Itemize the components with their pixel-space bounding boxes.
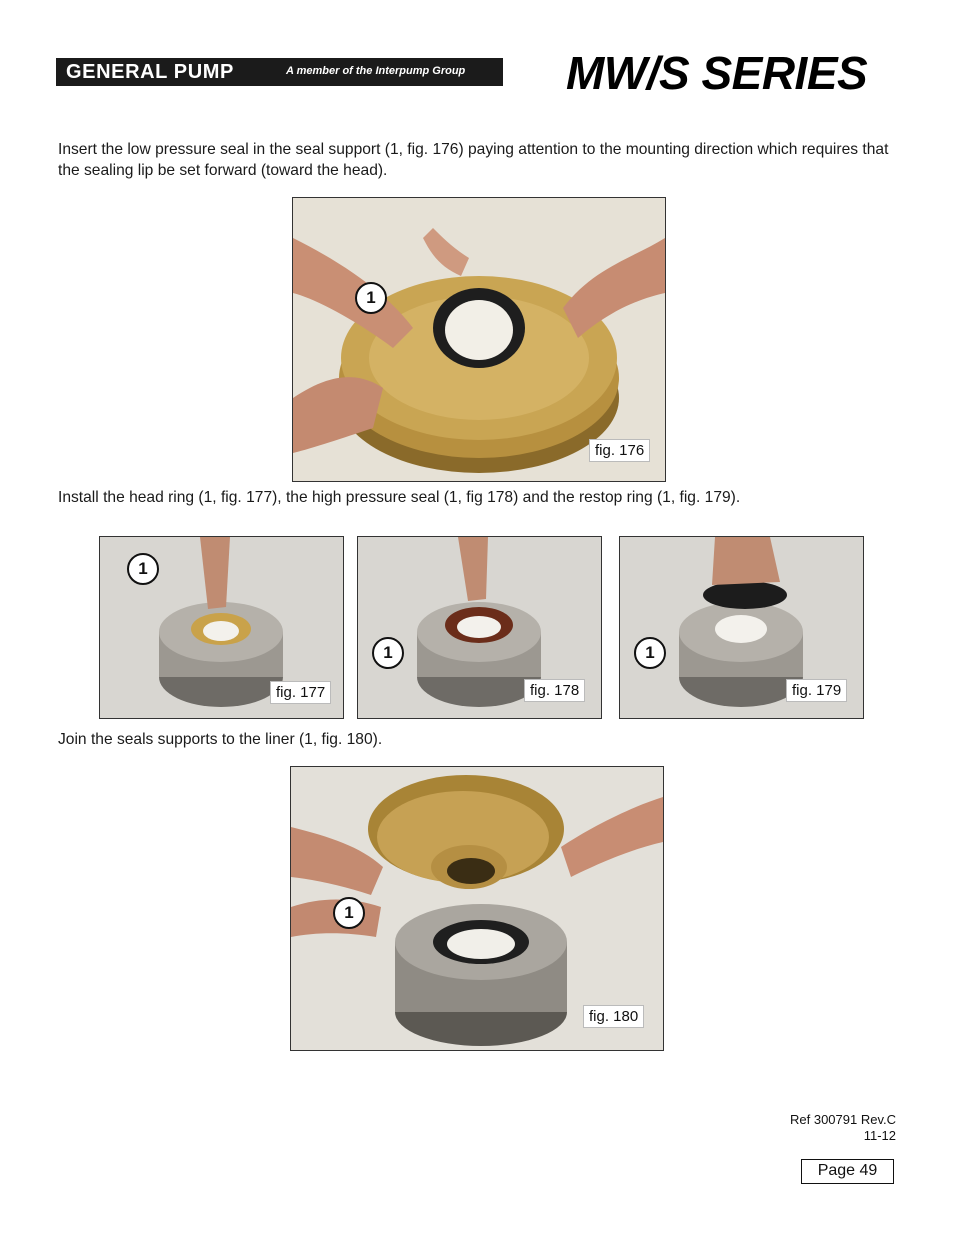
- callout-1: 1: [634, 637, 666, 669]
- photo-fig-176: [292, 197, 666, 482]
- figure-caption: fig. 180: [583, 1005, 644, 1028]
- figure-caption: fig. 179: [786, 679, 847, 702]
- document-reference: [790, 1112, 896, 1144]
- figure-caption: fig. 177: [270, 681, 331, 704]
- reference-number: Ref 300791 Rev.C: [790, 1112, 896, 1127]
- brand-tagline: A member of the Interpump Group: [286, 65, 466, 77]
- callout-1: 1: [127, 553, 159, 585]
- callout-1: 1: [355, 282, 387, 314]
- figure-caption: fig. 178: [524, 679, 585, 702]
- brand-banner: [56, 58, 503, 86]
- photo-fig-179: [619, 536, 864, 719]
- page-number: Page 49: [801, 1159, 894, 1184]
- instruction-paragraph-2: Install the head ring (1, fig. 177), the high pressure seal (1, fig 178) and the restop ring (1, fig. 179).: [58, 489, 741, 506]
- photo-fig-180: [290, 766, 664, 1051]
- series-title: MW/S SERIES: [566, 47, 868, 99]
- revision-date: 11-12: [863, 1128, 896, 1143]
- instruction-paragraph-1: Insert the low pressure seal in the seal support (1, fig. 176) paying attention to the mounting direction which requires that the sealing lip be set forward (toward the head).: [58, 141, 889, 179]
- instruction-paragraph-3: Join the seals supports to the liner (1, fig. 180).: [58, 731, 383, 748]
- brand-name: GENERAL PUMP: [66, 61, 234, 83]
- photo-fig-177: [99, 536, 344, 719]
- callout-1: 1: [372, 637, 404, 669]
- callout-1: 1: [333, 897, 365, 929]
- photo-fig-178: [357, 536, 602, 719]
- figure-caption: fig. 176: [589, 439, 650, 462]
